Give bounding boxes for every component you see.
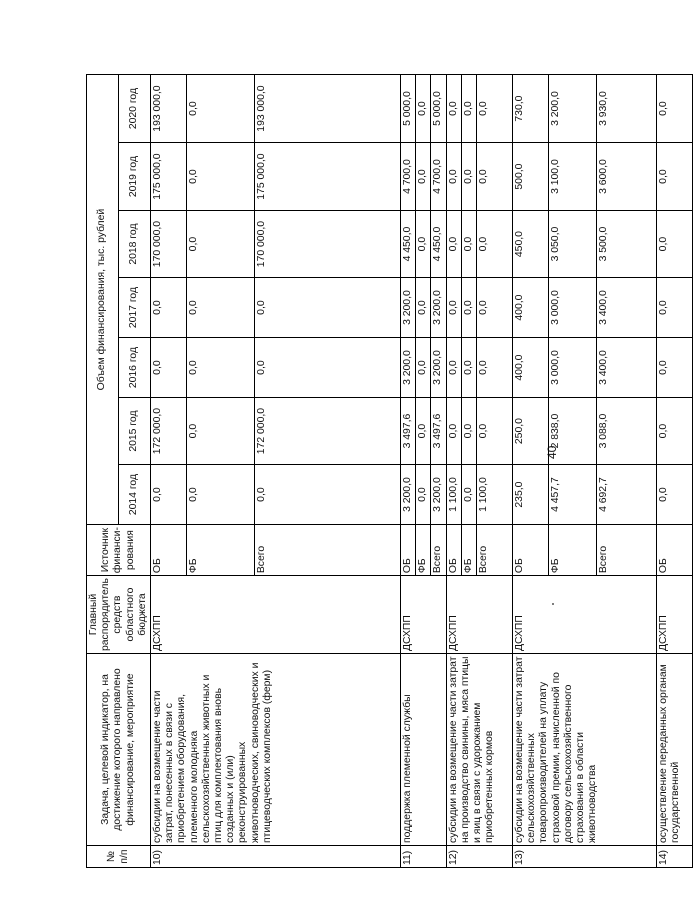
amount-cell: 3 200,0 xyxy=(549,75,597,143)
amount-cell: 0,0 xyxy=(477,398,513,465)
page-number: 40 xyxy=(545,445,559,459)
amount-cell: 3 200,0 xyxy=(401,338,416,398)
manager-cell: ДСХПП xyxy=(401,576,447,654)
amount-cell: 235,0 xyxy=(513,465,549,525)
row-number: 12) xyxy=(446,846,512,868)
amount-cell: 0,0 xyxy=(657,211,693,278)
amount-cell: 170 000,0 xyxy=(255,211,401,278)
header-year: 2018 год xyxy=(119,211,151,278)
amount-cell: 450,0 xyxy=(513,211,549,278)
row-number: 13) xyxy=(513,846,657,868)
funding-table xyxy=(86,74,693,868)
amount-cell: 0,0 xyxy=(461,398,476,465)
amount-cell: 0,0 xyxy=(657,338,693,398)
amount-cell: 0,0 xyxy=(477,338,513,398)
amount-cell: 0,0 xyxy=(255,465,401,525)
amount-cell: 3 400,0 xyxy=(597,338,657,398)
amount-cell: 0,0 xyxy=(187,278,255,338)
header-task: Задача, целевой индикатор, на достижение которого направлено финансирование, мероприятие xyxy=(87,654,151,846)
amount-cell: 4 700,0 xyxy=(431,143,446,211)
amount-cell: 3 500,0 xyxy=(597,211,657,278)
amount-cell: 0,0 xyxy=(416,338,431,398)
amount-cell: 0,0 xyxy=(446,338,461,398)
amount-cell: 4 692,7 xyxy=(597,465,657,525)
amount-cell: 0,0 xyxy=(461,143,476,211)
header-year: 2016 год xyxy=(119,338,151,398)
amount-cell: 0,0 xyxy=(187,338,255,398)
amount-cell: 0,0 xyxy=(461,338,476,398)
table-row xyxy=(513,75,549,868)
table-row xyxy=(657,75,693,868)
amount-cell: 0,0 xyxy=(446,398,461,465)
amount-cell: 0,0 xyxy=(461,278,476,338)
amount-cell: 3 200,0 xyxy=(431,465,446,525)
amount-cell: 3 200,0 xyxy=(401,465,416,525)
amount-cell: 3 200,0 xyxy=(401,278,416,338)
table-row xyxy=(151,75,187,868)
table-row xyxy=(401,75,416,868)
amount-cell: 4 450,0 xyxy=(401,211,416,278)
amount-cell: 3 050,0 xyxy=(549,211,597,278)
amount-cell: 0,0 xyxy=(657,75,693,143)
amount-cell: 0,0 xyxy=(446,143,461,211)
amount-cell: 0,0 xyxy=(255,338,401,398)
amount-cell: 0,0 xyxy=(477,278,513,338)
amount-cell: 0,0 xyxy=(446,278,461,338)
amount-cell: 3 000,0 xyxy=(549,338,597,398)
amount-cell: 1 100,0 xyxy=(477,465,513,525)
amount-cell: 0,0 xyxy=(477,143,513,211)
amount-cell: 0,0 xyxy=(416,278,431,338)
amount-cell: 0,0 xyxy=(461,75,476,143)
task-description: субсидии на возмещение части затрат на производство свинины, мяса птицы и яиц в связи с удорожанием приобретенных кормов xyxy=(446,654,512,846)
amount-cell: 730,0 xyxy=(513,75,549,143)
source-cell: Всего xyxy=(431,525,446,576)
amount-cell: 3 200,0 xyxy=(431,278,446,338)
manager-cell: ДСХПП xyxy=(657,576,693,654)
source-cell: ФБ xyxy=(187,525,255,576)
amount-cell: 3 000,0 xyxy=(549,278,597,338)
amount-cell: 170 000,0 xyxy=(151,211,187,278)
amount-cell: 3 100,0 xyxy=(549,143,597,211)
table-body xyxy=(151,75,693,868)
amount-cell: 0,0 xyxy=(461,465,476,525)
manager-cell: ДСХПП xyxy=(513,576,657,654)
amount-cell: 400,0 xyxy=(513,338,549,398)
source-cell: ОБ xyxy=(513,525,549,576)
task-description: осуществление переданных органам государственной xyxy=(657,654,693,846)
amount-cell: 4 450,0 xyxy=(431,211,446,278)
amount-cell: 0,0 xyxy=(416,211,431,278)
amount-cell: 0,0 xyxy=(187,465,255,525)
source-cell: Всего xyxy=(477,525,513,576)
source-cell: ФБ xyxy=(461,525,476,576)
amount-cell: 0,0 xyxy=(446,211,461,278)
amount-cell: 0,0 xyxy=(187,398,255,465)
amount-cell: 2 838,0 xyxy=(549,398,597,465)
amount-cell: 5 000,0 xyxy=(431,75,446,143)
amount-cell: 0,0 xyxy=(657,465,693,525)
amount-cell: 500,0 xyxy=(513,143,549,211)
amount-cell: 3 497,6 xyxy=(401,398,416,465)
amount-cell: 3 088,0 xyxy=(597,398,657,465)
amount-cell: 5 000,0 xyxy=(401,75,416,143)
source-cell: Всего xyxy=(255,525,401,576)
amount-cell: 3 600,0 xyxy=(597,143,657,211)
amount-cell: 193 000,0 xyxy=(151,75,187,143)
source-cell: ОБ xyxy=(151,525,187,576)
row-number: 14) xyxy=(657,846,693,868)
amount-cell: 172 000,0 xyxy=(255,398,401,465)
amount-cell: 4 457,7 xyxy=(549,465,597,525)
amount-cell: 0,0 xyxy=(477,75,513,143)
row-number: 10) xyxy=(151,846,401,868)
amount-cell: 0,0 xyxy=(416,465,431,525)
amount-cell: 0,0 xyxy=(657,278,693,338)
source-cell: ФБ xyxy=(549,525,597,576)
header-funding: Объем финансирования, тыс. рублей xyxy=(87,75,119,525)
source-cell: ОБ xyxy=(657,525,693,576)
amount-cell: 175 000,0 xyxy=(151,143,187,211)
header-year: 2015 год xyxy=(119,398,151,465)
row-number: 11) xyxy=(401,846,447,868)
amount-cell: 0,0 xyxy=(187,75,255,143)
source-cell: ОБ xyxy=(446,525,461,576)
amount-cell: 0,0 xyxy=(151,278,187,338)
header-source: Источник финанси-рования xyxy=(87,525,151,576)
amount-cell: 0,0 xyxy=(446,75,461,143)
amount-cell: 0,0 xyxy=(416,143,431,211)
amount-cell: 175 000,0 xyxy=(255,143,401,211)
table-row xyxy=(446,75,461,868)
manager-cell: ДСХПП xyxy=(446,576,512,654)
source-cell: ОБ xyxy=(401,525,416,576)
amount-cell: 400,0 xyxy=(513,278,549,338)
amount-cell: 0,0 xyxy=(461,211,476,278)
amount-cell: 3 497,6 xyxy=(431,398,446,465)
header-manager: Главный распорядитель средств областного бюджета xyxy=(87,576,151,654)
amount-cell: 0,0 xyxy=(187,143,255,211)
amount-cell: 3 930,0 xyxy=(597,75,657,143)
header-year: 2019 год xyxy=(119,143,151,211)
amount-cell: 1 100,0 xyxy=(446,465,461,525)
header-num: № п/п xyxy=(87,846,151,868)
manager-cell: ДСХПП xyxy=(151,576,401,654)
source-cell: ФБ xyxy=(416,525,431,576)
task-description: субсидии на возмещение части затрат сельскохозяйственных товаропроизводителей на уплату страховой премии, начисленной по договору сельскохозяйственного страхования в области животноводства xyxy=(513,654,657,846)
amount-cell: 0,0 xyxy=(151,338,187,398)
amount-cell: 250,0 xyxy=(513,398,549,465)
amount-cell: 0,0 xyxy=(657,143,693,211)
amount-cell: 172 000,0 xyxy=(151,398,187,465)
amount-cell: 0,0 xyxy=(477,211,513,278)
amount-cell: 3 400,0 xyxy=(597,278,657,338)
amount-cell: 0,0 xyxy=(416,398,431,465)
amount-cell: 0,0 xyxy=(187,211,255,278)
amount-cell: 0,0 xyxy=(151,465,187,525)
header-year: 2014 год xyxy=(119,465,151,525)
task-description: субсидии на возмещение части затрат, понесенных в связи с приобретением оборудования, племенного молодняка сельскохозяйственных животных и птиц для комплектования вновь созданных и (или) реконструированных животноводческих, свиноводческих и птицеводческих комплексов (ферм) xyxy=(151,654,401,846)
amount-cell: 0,0 xyxy=(255,278,401,338)
amount-cell: 0,0 xyxy=(416,75,431,143)
header-year: 2020 год xyxy=(119,75,151,143)
header-year: 2017 год xyxy=(119,278,151,338)
source-cell: Всего xyxy=(597,525,657,576)
amount-cell: 3 200,0 xyxy=(431,338,446,398)
amount-cell: 0,0 xyxy=(657,398,693,465)
amount-cell: 4 700,0 xyxy=(401,143,416,211)
amount-cell: 193 000,0 xyxy=(255,75,401,143)
task-description: поддержка племенной службы xyxy=(401,654,447,846)
